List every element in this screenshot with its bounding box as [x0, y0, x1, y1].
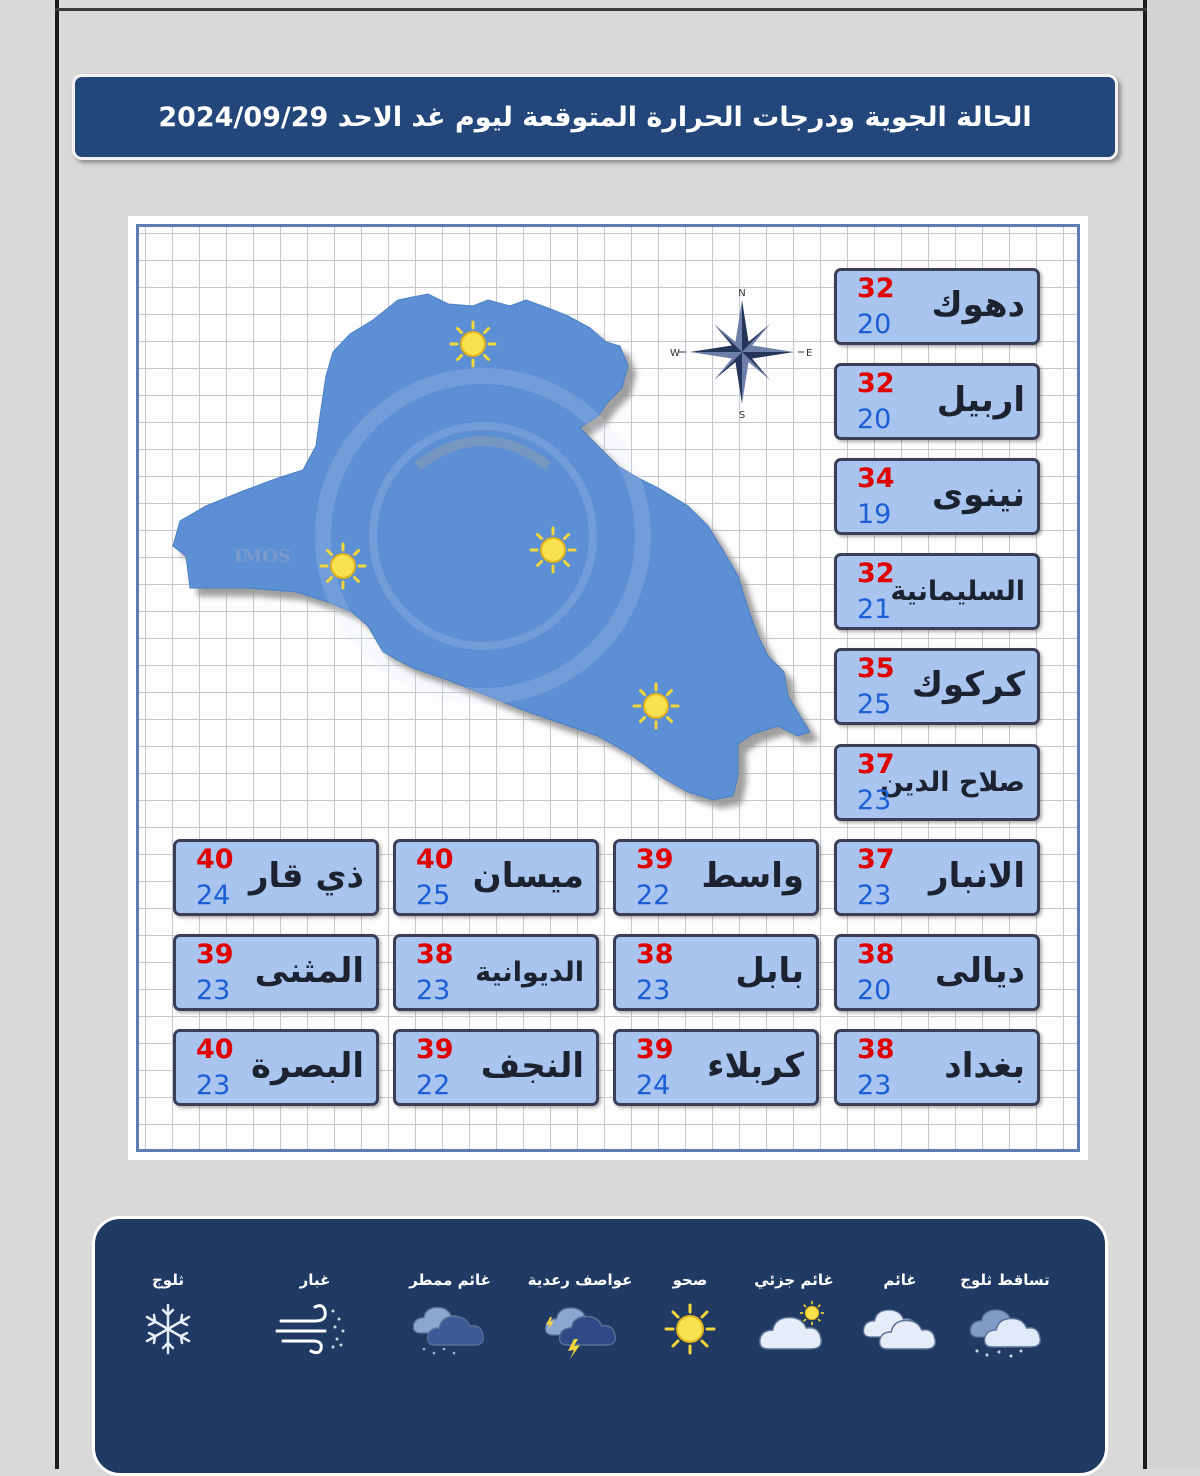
city-name: النجف: [480, 1046, 584, 1086]
legend-label: غبار: [299, 1271, 331, 1289]
legend-label: غائم جزئي: [754, 1271, 834, 1289]
city-name: دهوك: [931, 285, 1025, 325]
city-name: ميسان: [472, 856, 584, 896]
watermark-text: IMOS: [234, 546, 292, 567]
snowflake-icon: [103, 1299, 233, 1363]
high-temperature: 37: [857, 749, 895, 780]
city-name: ذي قار: [248, 856, 364, 896]
city-name: صلاح الدين: [880, 767, 1025, 798]
city-box: [613, 1029, 819, 1106]
city-box: [834, 934, 1040, 1011]
city-name: الديوانية: [475, 957, 584, 988]
city-box: [173, 1029, 379, 1106]
high-temperature: 40: [196, 844, 234, 875]
city-name: نينوى: [931, 475, 1025, 515]
high-temperature: 32: [857, 558, 895, 589]
city-box: [834, 268, 1040, 345]
high-temperature: 40: [196, 1034, 234, 1065]
high-temperature: 39: [416, 1034, 454, 1065]
legend-label: ثلوج: [152, 1271, 184, 1289]
weather-legend-panel: [92, 1216, 1108, 1476]
city-name: اربيل: [936, 380, 1025, 420]
page-border-top: [55, 8, 1147, 11]
high-temperature: 38: [857, 939, 895, 970]
high-temperature: 39: [636, 1034, 674, 1065]
legend-item: [515, 1271, 645, 1363]
high-temperature: 39: [636, 844, 674, 875]
low-temperature: 22: [636, 880, 671, 911]
city-box: [834, 839, 1040, 916]
low-temperature: 23: [857, 1070, 892, 1101]
compass-rose-icon: [670, 288, 812, 421]
legend-label: غائم ممطر: [409, 1271, 491, 1289]
compass-e-label: E: [806, 348, 813, 359]
high-temperature: 35: [857, 653, 895, 684]
city-box: [613, 839, 819, 916]
city-box: [834, 553, 1040, 630]
compass-s-label: S: [738, 410, 746, 421]
city-name: البصرة: [250, 1046, 364, 1086]
city-box: [393, 839, 599, 916]
legend-label: غائم: [883, 1271, 917, 1289]
legend-item: [250, 1271, 380, 1363]
high-temperature: 34: [857, 463, 895, 494]
high-temperature: 32: [857, 368, 895, 399]
title-banner: [72, 74, 1118, 160]
low-temperature: 20: [857, 309, 892, 340]
page-title: الحالة الجوية ودرجات الحرارة المتوقعة ليوم غد الاحد 2024/09/29: [158, 101, 1032, 133]
low-temperature: 23: [196, 1070, 231, 1101]
city-box: [173, 934, 379, 1011]
low-temperature: 24: [196, 880, 231, 911]
city-name: واسط: [701, 856, 804, 896]
low-temperature: 25: [857, 689, 892, 720]
dust-wind-icon: [250, 1299, 380, 1363]
page-margin-strip: [1147, 0, 1200, 1469]
high-temperature: 38: [636, 939, 674, 970]
high-temperature: 40: [416, 844, 454, 875]
city-box: [393, 1029, 599, 1106]
low-temperature: 23: [857, 880, 892, 911]
city-box: [393, 934, 599, 1011]
compass-n-label: N: [738, 288, 746, 299]
high-temperature: 38: [416, 939, 454, 970]
legend-item: [385, 1271, 515, 1363]
city-name: بغداد: [944, 1046, 1025, 1086]
city-box: [613, 934, 819, 1011]
low-temperature: 25: [416, 880, 451, 911]
sunny-icon: [634, 684, 678, 728]
sunny-icon: [531, 528, 575, 572]
forecast-map-panel: [128, 216, 1088, 1160]
low-temperature: 21: [857, 594, 892, 625]
city-box: [834, 458, 1040, 535]
legend-item: [103, 1271, 233, 1363]
high-temperature: 37: [857, 844, 895, 875]
city-box: [834, 648, 1040, 725]
city-name: ديالى: [934, 951, 1025, 991]
high-temperature: 38: [857, 1034, 895, 1065]
low-temperature: 23: [416, 975, 451, 1006]
sunny-icon: [451, 322, 495, 366]
city-box: [834, 363, 1040, 440]
legend-label: صحو: [672, 1271, 708, 1289]
high-temperature: 39: [196, 939, 234, 970]
page-border-left: [55, 0, 59, 1469]
sunny-icon: [321, 544, 365, 588]
low-temperature: 22: [416, 1070, 451, 1101]
low-temperature: 23: [196, 975, 231, 1006]
low-temperature: 20: [857, 975, 892, 1006]
thunderstorm-icon: [515, 1299, 645, 1363]
city-name: الانبار: [929, 856, 1025, 896]
city-box: [834, 1029, 1040, 1106]
low-temperature: 24: [636, 1070, 671, 1101]
legend-label: تساقط ثلوج: [960, 1271, 1050, 1289]
city-name: كركوك: [911, 665, 1025, 705]
city-name: السليمانية: [890, 576, 1025, 607]
city-box: [834, 744, 1040, 821]
low-temperature: 23: [636, 975, 671, 1006]
legend-label: عواصف رعدية: [527, 1271, 633, 1289]
city-name: بابل: [735, 951, 804, 991]
low-temperature: 19: [857, 499, 892, 530]
high-temperature: 32: [857, 273, 895, 304]
city-name: المثنى: [254, 951, 364, 991]
low-temperature: 23: [857, 785, 892, 816]
compass-w-label: W: [670, 348, 680, 359]
city-box: [173, 839, 379, 916]
low-temperature: 20: [857, 404, 892, 435]
city-name: كربلاء: [707, 1046, 804, 1086]
rain-cloud-icon: [385, 1299, 515, 1363]
